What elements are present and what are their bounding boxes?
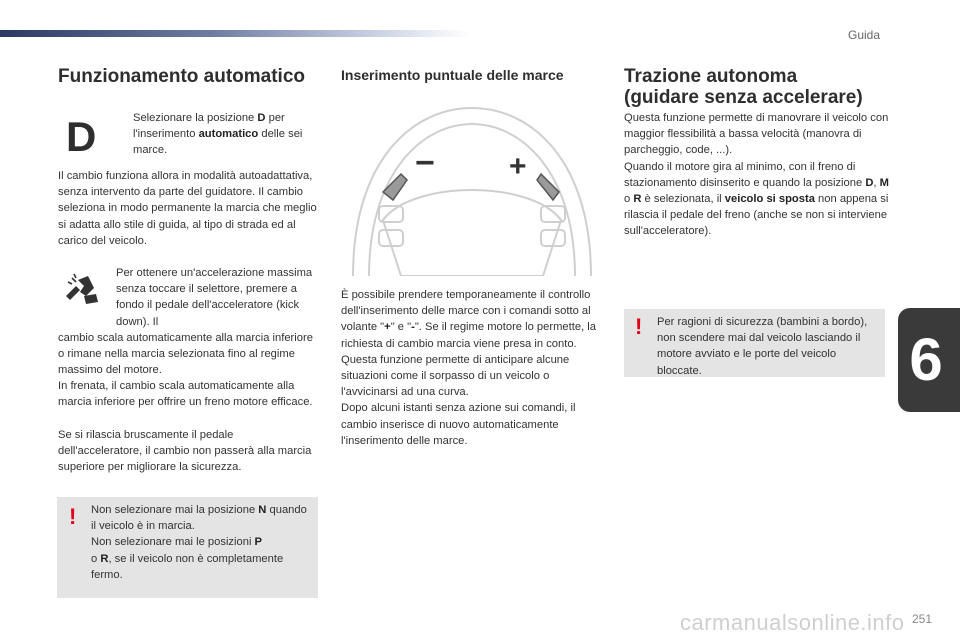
section-title-creep: Trazione autonoma (guidare senza accelerare) [624, 66, 863, 108]
paragraph-manual-control: È possibile prendere temporaneamente il controllo dell'inserimento delle marce con i comandi sotto al volante "+" e "-". Se il regime motore lo permette, la richiesta di cambio marcia viene presa in conto. [341, 289, 597, 350]
paragraph-auto-mode: Il cambio funziona allora in modalità autoadattativa, senza intervento da parte del guidatore. Il cambio seleziona in modo permanente la marcia che meglio si adatta allo stile di guida, al tipo di strada ed al carico del veicolo. [58, 170, 317, 247]
warning-text: Non selezionare mai la posizione N quando il veicolo è in marcia. Non selezionare mai le posizioni P o R, se il veicolo non è completamente fermo. [91, 504, 307, 581]
steering-wheel-illustration [343, 100, 601, 276]
step-instruction: Selezionare la posizione D per l'inserimento automatico delle sei marce. [133, 112, 303, 157]
creep-text [624, 110, 889, 240]
paragraph-downshift: cambio scala automaticamente alla marcia inferiore o rimane nella marcia selezionata fino al regime massimo del motore. [58, 332, 313, 377]
warning-box-safety [624, 309, 885, 377]
page-number: 251 [912, 612, 933, 626]
minus-label: − [415, 144, 435, 182]
paragraph-kickdown: Per ottenere un'accelerazione massima senza toccare il selettore, premere a fondo il pedale dell'acceleratore (kick down). Il [116, 267, 313, 328]
chapter-tab [898, 308, 960, 412]
warning-text: Per ragioni di sicurezza (bambini a bordo), non scendere mai dal veicolo lasciando il motore avviato e le porte del veicolo bloccate. [657, 316, 868, 377]
warning-exclamation-icon: ! [69, 504, 77, 529]
paragraph-revert-auto: Dopo alcuni istanti senza azione sui comandi, il cambio inserisce di nuovo automaticamente l'inserimento delle marce. [341, 402, 576, 447]
warning-exclamation-icon: ! [635, 314, 643, 339]
paragraph-anticipate: Questa funzione permette di anticipare alcune situazioni come il sorpasso di un veicolo o l'avvicinarsi ad una curva. [341, 353, 570, 399]
paragraph-release-pedal: Se si rilascia bruscamente il pedale dell'acceleratore, il cambio non passerà alla marcia superiore per migliorare la sicurezza. [58, 429, 312, 474]
paragraph-braking: In frenata, il cambio scala automaticamente alla marcia inferiore per offrire un freno motore efficace. [58, 380, 313, 409]
section-title-automatic: Funzionamento automatico [58, 66, 305, 87]
paragraph-creep-conditions: Quando il motore gira al minimo, con il freno di stazionamento disinserito e quando la posizione D, M o R è selezionata, il veicolo si sposta non appena si rilascia il pedale del freno (anche se non si interviene sull'acceleratore). [624, 160, 889, 238]
chapter-number: 6 [909, 326, 943, 393]
watermark: carmanualsonline.info [680, 610, 905, 635]
chapter-label: Guida [848, 28, 881, 42]
section-title-manual-shift: Inserimento puntuale delle marce [341, 67, 564, 83]
paragraph-creep-intro: Questa funzione permette di manovrare il veicolo con maggior flessibilità a bassa velocità (manovra di parcheggio, code, ...). [624, 112, 889, 157]
pedal-kickdown-icon [62, 272, 102, 306]
header-gradient-bar [0, 30, 470, 37]
right-paddle-plus [537, 174, 559, 200]
plus-label: + [509, 150, 527, 183]
manual-shift-text [341, 287, 599, 449]
gear-position-d-icon: D [66, 113, 97, 160]
warning-box-positions [57, 497, 318, 598]
